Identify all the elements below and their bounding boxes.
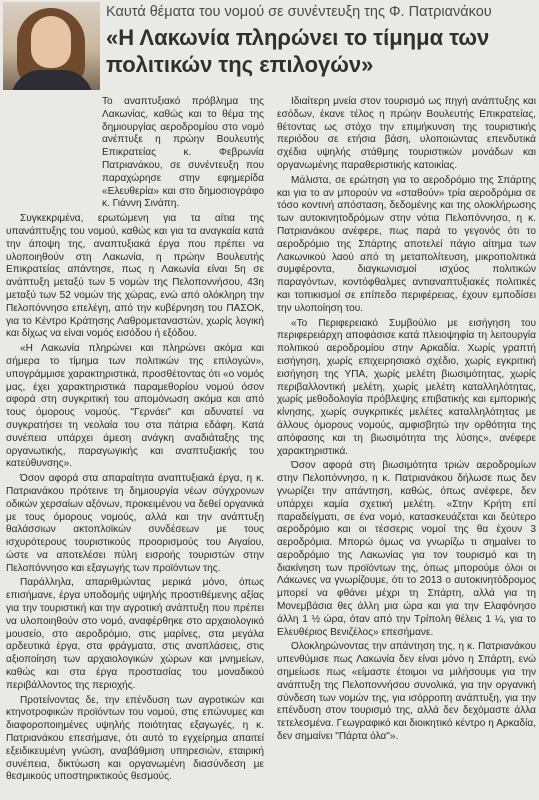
article-headline: «Η Λακωνία πληρώνει το τίμημα των πολιτικών της επιλογών» <box>106 25 490 77</box>
portrait-face <box>31 16 71 68</box>
paragraph: Το αναπτυξιακό πρόβλημα της Λακωνίας, καθώς και το θέμα της δημιουργίας αεροδρομίου στο νομό ανέπτυξε η πρώην Βουλευτής Επικρατείας κ. Φεβρωνία Πατριανάκου, σε συνέντευξη που παραχώρησε στην εφημερίδα «Ελευθερία» και στο δημοσιογράφο κ. Γιάννη Σινάπη. <box>102 96 264 210</box>
article-kicker: Καυτά θέματα του νομού σε συνέντευξη της Φ. Πατριανάκου <box>106 4 492 20</box>
paragraph: Όσον αφορά στη βιωσιμότητα τριών αεροδρομίων στην Πελοπόννησο, η κ. Πατριανάκου δήλωσε πως δεν γνωρίζει την απάντηση, καθώς, όπως ανέφερε, δεν υπάρχει καμία σχετική μελέτη. «Στην Κρήτη επί παραδείγματι, σε ένα νομό, κατασκευάζεται και δεύτερο αεροδρόμιο και οι τέσσερις νομοί της θα έχουν 3 αεροδρόμια. Μπορώ όμως να γνωρίζω τι σημαίνει το αεροδρόμιο της Λακωνίας για τον τουρισμό και τη διακίνηση των προϊόντων της, όπως μπορούμε όλοι οι Λάκωνες να γνωρίζουμε, ότι το 2013 ο αυτοκινητόδρομος μπορεί να φθάνει μέχρι τη Σπάρτη, αλλά για τη Μονεμβάσια θες άλλη μια ώρα και για την Ελαφόνησο άλλη 1 ½ ώρα, όταν από την Τρίπολη θέλεις 1 ¼, για το Ελευθέριος Βενιζέλος» επεσήμανε. <box>277 460 536 638</box>
paragraph: Συγκεκριμένα, ερωτώμενη για τα αίτια της υπανάπτυξης του νομού, καθώς και για τα αναγκαία κατά την άποψη της, αναπτυξιακά έργα που πρέπει να υλοποιηθούν στη Λακωνία, η πρώην Βουλευτής Επικρατείας απάντησε, πως η Λακωνία είναι 5η σε ανάπτυξη μεταξύ των 5 νομών της Πελοποννήσου, 43η μεταξύ των 52 νομών της χώρας, ενώ από ολόκληρη την Πελοπόννησο επελέγη, από την κυβέρνηση του ΠΑΣΟΚ, για το Κέντρο Κράτησης Λαθρομεταναστών, χωρίς λογική και δίχως να είναι νομός εισόδου ή εξόδου. <box>6 213 264 340</box>
paragraph: Παράλληλα, απαριθμώντας μερικά μόνο, όπως επισήμανε, έργα υποδομής υψηλής προστιθέμενης αξίας για την τουριστική και την αγροτική ανάπτυξη που πρέπει να υλοποιηθούν στο νομό, αναφέρθηκε στο αρχαιολογικό μουσείο, στο αεροδρόμιο, στις μαρίνες, στα μεγάλα αρδευτικά έργα, στα φράγματα, στις αναπλάσεις, στις αξιοποίηση των αρχαιολογικών χώρων και μνημείων, καθώς και στα έργα προστασίας του μοναδικού περιβάλλοντος της περιοχής. <box>6 577 264 691</box>
paragraph: Προτείνοντας δε, την επένδυση των αγροτικών και κτηνοτροφικών προϊόντων του νομού, στις επώνυμες και διαφοροποιημένες υψηλής ποιότητας εξαγωγές, η κ. Πατριανάκου επεσήμανε, ότι αυτό το εγχείρημα απαιτεί εξειδικευμένη γνώση, αναβάθμιση υπηρεσιών, εταιρική συνέπεια, δικτύωση και οργανωμένη διασύνδεση με θεσμικούς υποστηρικτικούς θεσμούς. <box>6 694 264 783</box>
paragraph: Ιδιαίτερη μνεία στον τουρισμό ως πηγή ανάπτυξης και εσόδων, έκανε τέλος η πρώην Βουλευτής Επικρατείας, θέτοντας ως στόχο την επιμήκυνση της τουριστικής περιόδου σε ετήσια βάση, υλοποιώντας επενδυτικά σχέδια υψηλής στάθμης τουριστικών μονάδων και οργανωμένης παραθεριστικής κατοικίας. <box>277 96 536 171</box>
paragraph: «Το Περιφερειακό Συμβούλιο με εισήγηση του περιφερειάρχη αποφάσισε κατά πλειοψηφία τη λειτουργία πολιτικού αεροδρομίου στην Αρκαδία. Χωρίς γραπτή εισήγηση, χωρίς επιχειρησιακό σχέδιο, χωρίς εγκριτική εισήγηση της ΥΠΑ, χωρίς μελέτη βιωσιμότητας, χωρίς περιβαλλοντική μελέτη, χωρίς μελέτη καταλληλότητας, χωρίς μεθοδολογία πρόβλεψης επιβατικής και εμπορικής κίνησης, χωρίς συγκριτικές μελέτες καταλληλότητας με άλλους όμορους νομούς, αμφισβητώ την ορθότητα της απόφασης και τη βιωσιμότητα της λύσης», ανέφερε χαρακτηριστικά. <box>277 317 536 457</box>
paragraph: Όσον αφορά στα απαραίτητα αναπτυξιακά έργα, η κ. Πατριανάκου πρότεινε τη δημιουργία νέων σύγχρονων οδικών χερσαίων αξόνων, προκειμένου να δεθεί οργανικά με τους όμορους νομούς, αλλά και την ανάπτυξη θαλάσσιων ακτοπλοϊκών συνδέσεων με τους ισχυρότερους τουριστικούς προορισμούς του Αιγαίου, ώστε να αποτελέσει πύλη εισροής τουριστών στην Πελοπόννησο και εξαγωγής των προϊόντων της. <box>6 473 264 574</box>
paragraph: Ολοκληρώνοντας την απάντηση της, η κ. Πατριανάκου υπενθύμισε πως Λακωνία δεν είναι μόνο η Σπάρτη, ενώ σημείωσε πως «είμαστε έτοιμοι να μιλήσουμε για την ανάπτυξη της Πελοποννήσου συνολικά, για την οργανική σύνδεση των νομών της, για ισόρροπη ανάπτυξη, για την επένδυση στον τουρισμό της, αλλά δεν δεχόμαστε άλλα τετελεσμένα. Γεωγραφικό και διοικητικό κέντρο η Αρκαδία, δεν σημαίνει "Πάρτα όλα"». <box>277 641 536 743</box>
right-column <box>277 96 536 746</box>
author-portrait-photo <box>3 2 100 90</box>
left-column <box>6 96 264 786</box>
paragraph: Μάλιστα, σε ερώτηση για το αεροδρόμιο της Σπάρτης και για το αν μπορούν να «σταθούν» τρία αεροδρόμια σε τόσο κοντινή απόσταση, δεδομένης και της ολοκλήρωσης των αυτοκινητοδρόμων στην νότια Πελοπόννησο, η κ. Πατριανάκου ανέφερε, πως παρά το γεγονός ότι το αεροδρόμιο της Σπάρτης αποτελεί πάγιο αίτημα των Λακωνικού λαού από τη μεταπολίτευση, μικροπολιτικά συμφέροντα, διαγκωνισμοί ισχύος πολιτικών παραγόντων, κοντόφθαλμες αντιαναπτυξιακές πολιτικές και τοπικισμοί σε επίπεδο περιφέρειας, έχουν εμποδίσει την υλοποίηση του. <box>277 174 536 314</box>
paragraph: «Η Λακωνία πληρώνει και πληρώνει ακόμα και σήμερα το τίμημα των πολιτικών της επιλογών», υπογράμμισε χαρακτηριστικά, προσθέτοντας ότι «ο νομός μας, έχει χαρακτηριστικά παραμεθορίου νομού όσον αφορά στη συγκριτική του απομόνωση ακόμα και από τους όμορους νομούς. "Γερνάει" και αδυνατεί να συγκρατήσει τη νεολαία του στα πάτρια εδάφη. Κατά συνέπεια υπάρχει άμεση ανάγκη αναδιάταξης της οργανωτικής, παραγωγικής και αναπτυξιακής του κατεύθυνσης». <box>6 343 264 470</box>
